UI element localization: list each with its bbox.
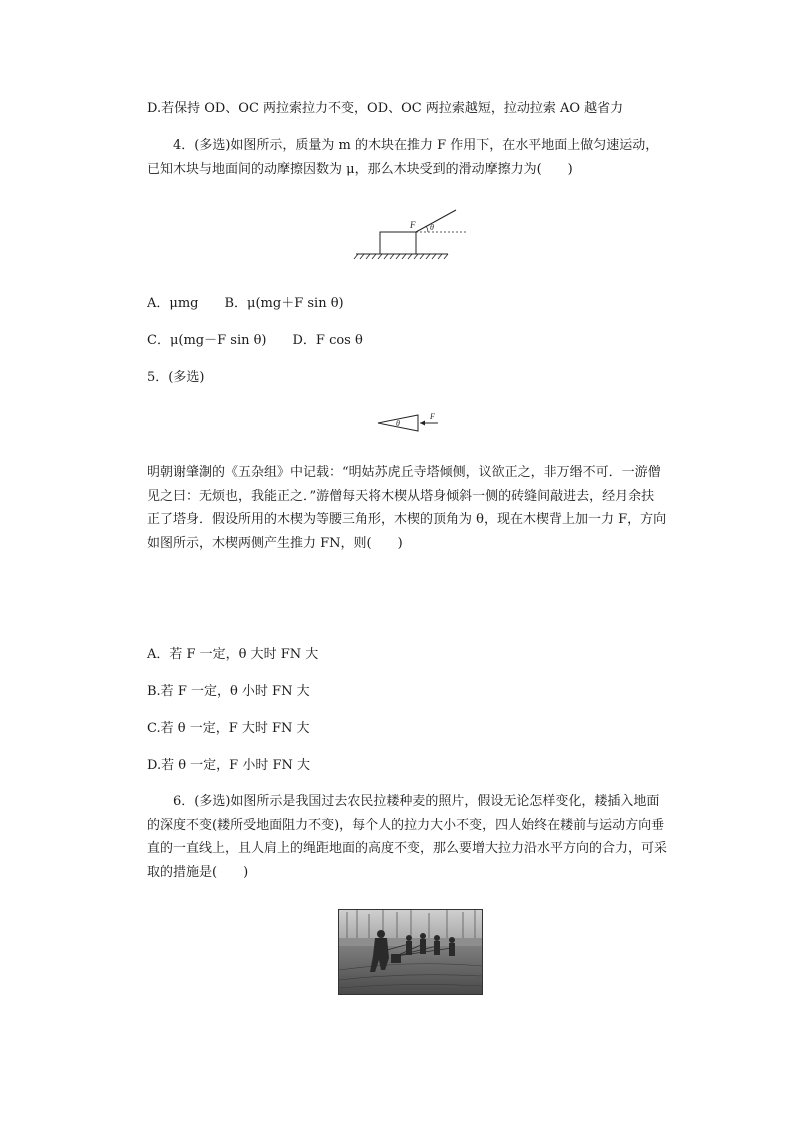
q5-option-a: A．若 F 一定，θ 大时 FN 大: [147, 647, 319, 662]
q3-option-d: D.若保持 OD、OC 两拉索拉力不变，OD、OC 两拉索越短，拉动拉索 AO 越省力: [147, 101, 624, 116]
q4-block-figure: [352, 206, 472, 262]
q5-head: 5．(多选): [147, 370, 205, 385]
q5-option-d: D.若 θ 一定，F 小时 FN 大: [147, 758, 310, 773]
q6-stem: 6．(多选)如图所示是我国过去农民拉耧种麦的照片，假设无论怎样变化，耧插入地面的深度不变(耧所受地面阻力不变)，每个人的拉力大小不变，四人始终在耧前与运动方向垂直的一直线上，且人肩上的绳距地面的高度不变，那么要增大拉力沿水平方向的合力，可采取的措施是( ): [147, 794, 668, 880]
q5-force-label: F: [430, 412, 435, 421]
q4-angle-label: θ: [430, 223, 434, 232]
farmers-pulling-seeder-photo: [338, 909, 483, 995]
q4-stem: 4．(多选)如图所示，质量为 m 的木块在推力 F 作用下，在水平地面上做匀速运动，已知木块与地面间的动摩擦因数为 μ，那么木块受到的滑动摩擦力为( ): [147, 138, 659, 177]
q5-stem: 明朝谢肇淛的《五杂组》中记载：“明姑苏虎丘寺塔倾侧，议欲正之，非万缗不可．一游僧见之曰：无烦也，我能正之．”游僧每天将木楔从塔身倾斜一侧的砖缝间敲进去，经月余扶正了塔身．假设所用的木楔为等腰三角形，木楔的顶角为 θ，现在木楔背上加一力 F，方向如图所示，木楔两侧产生推力 FN，则( ): [147, 465, 667, 551]
q5-option-c: C.若 θ 一定，F 大时 FN 大: [147, 721, 310, 736]
q5-option-b: B.若 F 一定，θ 小时 FN 大: [147, 684, 310, 699]
q5-wedge-figure: [374, 410, 454, 436]
q4-options-cd: C．μ(mg－F sin θ) D．F cos θ: [147, 333, 363, 348]
q4-options-ab: A．μmg B．μ(mg＋F sin θ): [147, 296, 344, 311]
q5-angle-label: θ: [396, 419, 400, 428]
q4-force-label: F: [410, 220, 416, 230]
